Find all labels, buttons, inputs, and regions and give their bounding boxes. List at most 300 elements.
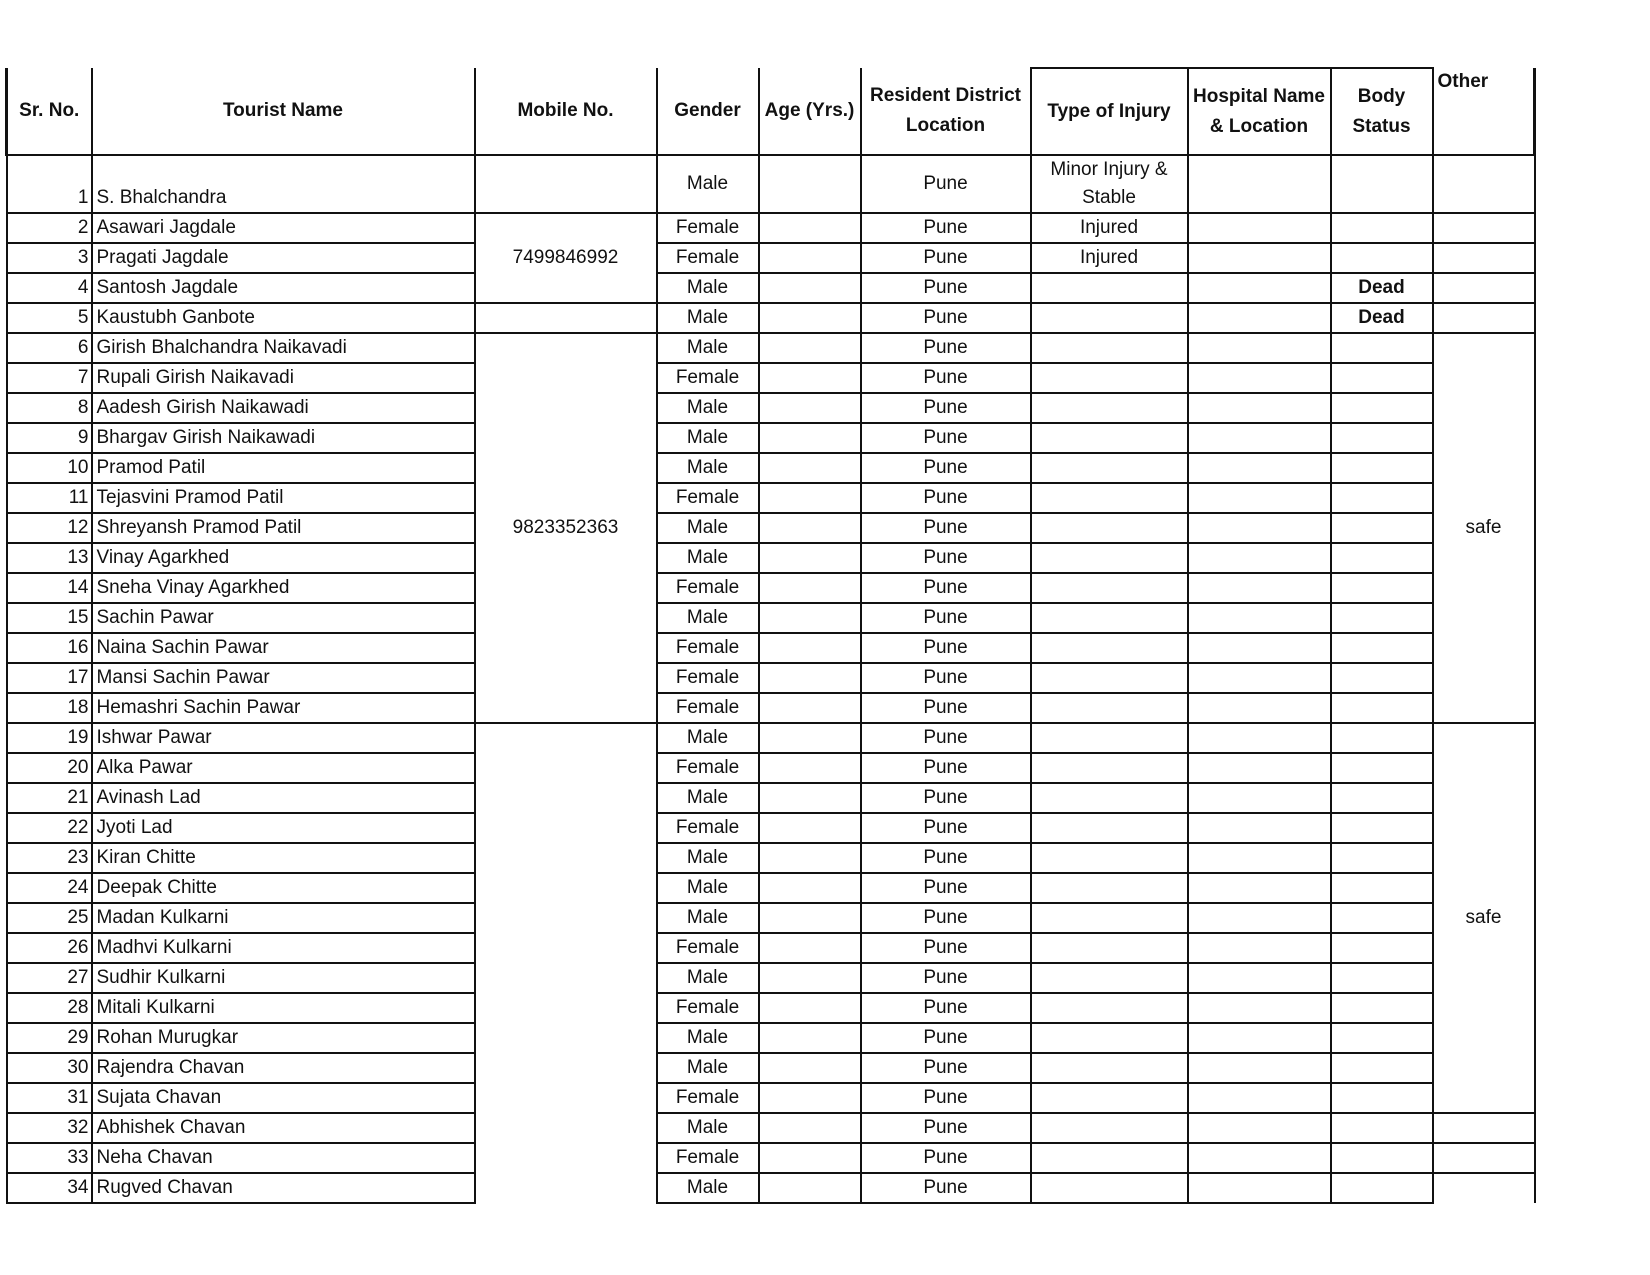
sr-no-cell: 21	[7, 783, 92, 813]
tourist-name-cell: Asawari Jagdale	[92, 213, 475, 243]
table-row	[7, 543, 1535, 573]
other-status-cell	[1433, 155, 1535, 213]
gender-cell: Male	[657, 903, 759, 933]
injury-cell	[1031, 843, 1188, 873]
body-status-cell	[1331, 1143, 1433, 1173]
body-status-cell	[1331, 843, 1433, 873]
body-status-cell	[1331, 663, 1433, 693]
injury-cell: Injured	[1031, 243, 1188, 273]
body-status-cell	[1331, 333, 1433, 363]
tourist-name-cell: Rajendra Chavan	[92, 1053, 475, 1083]
tourist-name-cell: S. Bhalchandra	[92, 155, 475, 213]
sr-no-cell: 5	[7, 303, 92, 333]
body-status-cell: Dead	[1331, 273, 1433, 303]
table-row	[7, 1113, 1535, 1143]
body-status-cell	[1331, 393, 1433, 423]
sr-no-cell: 11	[7, 483, 92, 513]
body-status-cell	[1331, 813, 1433, 843]
gender-cell: Female	[657, 1143, 759, 1173]
hospital-cell	[1188, 1113, 1331, 1143]
sr-no-cell: 33	[7, 1143, 92, 1173]
age-cell	[759, 363, 861, 393]
hospital-cell	[1188, 303, 1331, 333]
header-sr-no: Sr. No.	[7, 68, 92, 155]
table-row	[7, 783, 1535, 813]
district-cell: Pune	[861, 813, 1031, 843]
injury-cell	[1031, 1143, 1188, 1173]
age-cell	[759, 483, 861, 513]
table-row	[7, 813, 1535, 843]
district-cell: Pune	[861, 453, 1031, 483]
injury-cell	[1031, 1083, 1188, 1113]
body-status-cell	[1331, 963, 1433, 993]
gender-cell: Male	[657, 453, 759, 483]
gender-cell: Male	[657, 783, 759, 813]
body-status-cell	[1331, 693, 1433, 723]
body-status-cell	[1331, 993, 1433, 1023]
gender-cell: Male	[657, 155, 759, 213]
hospital-cell	[1188, 813, 1331, 843]
injury-cell	[1031, 873, 1188, 903]
hospital-cell	[1188, 363, 1331, 393]
tourist-name-cell: Deepak Chitte	[92, 873, 475, 903]
age-cell	[759, 933, 861, 963]
hospital-cell	[1188, 333, 1331, 363]
other-status-cell	[1433, 303, 1535, 333]
table-row	[7, 393, 1535, 423]
sr-no-cell: 7	[7, 363, 92, 393]
district-cell: Pune	[861, 633, 1031, 663]
district-cell: Pune	[861, 1143, 1031, 1173]
other-status-cell	[1433, 273, 1535, 303]
injury-cell	[1031, 783, 1188, 813]
sr-no-cell: 31	[7, 1083, 92, 1113]
age-cell	[759, 573, 861, 603]
header-other: Other	[1433, 68, 1535, 155]
table-row	[7, 1173, 1535, 1203]
gender-cell: Male	[657, 723, 759, 753]
injury-cell	[1031, 813, 1188, 843]
hospital-cell	[1188, 453, 1331, 483]
table-row	[7, 573, 1535, 603]
other-status-cell	[1433, 1173, 1535, 1203]
age-cell	[759, 663, 861, 693]
hospital-cell	[1188, 723, 1331, 753]
body-status-cell	[1331, 903, 1433, 933]
age-cell	[759, 423, 861, 453]
injury-cell	[1031, 693, 1188, 723]
table-row	[7, 633, 1535, 663]
district-cell: Pune	[861, 303, 1031, 333]
table-row	[7, 663, 1535, 693]
injury-cell: Injured	[1031, 213, 1188, 243]
hospital-cell	[1188, 1173, 1331, 1203]
header-type-of-injury: Type of Injury	[1031, 68, 1188, 155]
injury-cell	[1031, 333, 1188, 363]
tourist-name-cell: Ishwar Pawar	[92, 723, 475, 753]
district-cell: Pune	[861, 783, 1031, 813]
table-row	[7, 1023, 1535, 1053]
body-status-cell	[1331, 155, 1433, 213]
injury-cell	[1031, 963, 1188, 993]
injury-cell	[1031, 363, 1188, 393]
district-cell: Pune	[861, 155, 1031, 213]
age-cell	[759, 453, 861, 483]
tourist-name-cell: Sachin Pawar	[92, 603, 475, 633]
table-row	[7, 423, 1535, 453]
header-mobile-no: Mobile No.	[475, 68, 657, 155]
injury-cell	[1031, 543, 1188, 573]
hospital-cell	[1188, 573, 1331, 603]
injury-cell	[1031, 513, 1188, 543]
tourist-name-cell: Santosh Jagdale	[92, 273, 475, 303]
tourist-name-cell: Bhargav Girish Naikawadi	[92, 423, 475, 453]
gender-cell: Male	[657, 303, 759, 333]
sr-no-cell: 17	[7, 663, 92, 693]
body-status-cell	[1331, 483, 1433, 513]
injury-cell	[1031, 423, 1188, 453]
table-row	[7, 273, 1535, 303]
district-cell: Pune	[861, 903, 1031, 933]
mobile-no-cell	[475, 723, 657, 1203]
header-tourist-name: Tourist Name	[92, 68, 475, 155]
sr-no-cell: 4	[7, 273, 92, 303]
tourist-name-cell: Mitali Kulkarni	[92, 993, 475, 1023]
mobile-no-cell	[475, 155, 657, 213]
header-row	[7, 68, 1535, 155]
hospital-cell	[1188, 933, 1331, 963]
gender-cell: Male	[657, 273, 759, 303]
tourist-name-cell: Avinash Lad	[92, 783, 475, 813]
tourist-name-cell: Jyoti Lad	[92, 813, 475, 843]
age-cell	[759, 843, 861, 873]
tourist-name-cell: Abhishek Chavan	[92, 1113, 475, 1143]
gender-cell: Male	[657, 963, 759, 993]
age-cell	[759, 603, 861, 633]
sr-no-cell: 24	[7, 873, 92, 903]
injury-cell	[1031, 303, 1188, 333]
hospital-cell	[1188, 1023, 1331, 1053]
age-cell	[759, 993, 861, 1023]
tourist-status-sheet	[5, 67, 1536, 1204]
hospital-cell	[1188, 753, 1331, 783]
sr-no-cell: 28	[7, 993, 92, 1023]
sr-no-cell: 10	[7, 453, 92, 483]
tourist-name-cell: Mansi Sachin Pawar	[92, 663, 475, 693]
body-status-cell	[1331, 1173, 1433, 1203]
injury-cell	[1031, 633, 1188, 663]
injury-cell	[1031, 753, 1188, 783]
hospital-cell	[1188, 1143, 1331, 1173]
header-gender: Gender	[657, 68, 759, 155]
gender-cell: Male	[657, 843, 759, 873]
tourist-table	[5, 67, 1536, 1204]
age-cell	[759, 963, 861, 993]
injury-cell: Minor Injury & Stable	[1031, 155, 1188, 213]
district-cell: Pune	[861, 393, 1031, 423]
table-row	[7, 843, 1535, 873]
district-cell: Pune	[861, 753, 1031, 783]
table-row	[7, 603, 1535, 633]
sr-no-cell: 1	[7, 155, 92, 213]
sr-no-cell: 9	[7, 423, 92, 453]
district-cell: Pune	[861, 243, 1031, 273]
injury-cell	[1031, 483, 1188, 513]
body-status-cell	[1331, 363, 1433, 393]
table-row	[7, 903, 1535, 933]
age-cell	[759, 393, 861, 423]
gender-cell: Female	[657, 633, 759, 663]
age-cell	[759, 1173, 861, 1203]
age-cell	[759, 633, 861, 663]
mobile-no-cell	[475, 303, 657, 333]
age-cell	[759, 783, 861, 813]
header-hospital: Hospital Name & Location	[1188, 68, 1331, 155]
gender-cell: Male	[657, 423, 759, 453]
tourist-name-cell: Neha Chavan	[92, 1143, 475, 1173]
sr-no-cell: 27	[7, 963, 92, 993]
district-cell: Pune	[861, 423, 1031, 453]
gender-cell: Female	[657, 363, 759, 393]
gender-cell: Female	[657, 813, 759, 843]
table-row	[7, 873, 1535, 903]
gender-cell: Male	[657, 1023, 759, 1053]
district-cell: Pune	[861, 723, 1031, 753]
body-status-cell	[1331, 213, 1433, 243]
sr-no-cell: 26	[7, 933, 92, 963]
body-status-cell	[1331, 873, 1433, 903]
body-status-cell	[1331, 513, 1433, 543]
gender-cell: Male	[657, 1173, 759, 1203]
body-status-cell	[1331, 633, 1433, 663]
body-status-cell: Dead	[1331, 303, 1433, 333]
injury-cell	[1031, 1053, 1188, 1083]
injury-cell	[1031, 903, 1188, 933]
age-cell	[759, 273, 861, 303]
injury-cell	[1031, 1173, 1188, 1203]
table-row	[7, 453, 1535, 483]
sr-no-cell: 14	[7, 573, 92, 603]
tourist-name-cell: Naina Sachin Pawar	[92, 633, 475, 663]
gender-cell: Male	[657, 603, 759, 633]
district-cell: Pune	[861, 1023, 1031, 1053]
injury-cell	[1031, 603, 1188, 633]
sr-no-cell: 23	[7, 843, 92, 873]
table-row	[7, 513, 1535, 543]
gender-cell: Female	[657, 693, 759, 723]
district-cell: Pune	[861, 1173, 1031, 1203]
tourist-name-cell: Rupali Girish Naikavadi	[92, 363, 475, 393]
tourist-name-cell: Vinay Agarkhed	[92, 543, 475, 573]
body-status-cell	[1331, 1113, 1433, 1143]
hospital-cell	[1188, 873, 1331, 903]
sr-no-cell: 2	[7, 213, 92, 243]
hospital-cell	[1188, 1083, 1331, 1113]
sr-no-cell: 13	[7, 543, 92, 573]
hospital-cell	[1188, 1053, 1331, 1083]
sr-no-cell: 18	[7, 693, 92, 723]
mobile-no-cell: 7499846992	[475, 213, 657, 303]
gender-cell: Female	[657, 933, 759, 963]
hospital-cell	[1188, 783, 1331, 813]
table-row	[7, 1143, 1535, 1173]
sr-no-cell: 12	[7, 513, 92, 543]
table-row	[7, 933, 1535, 963]
body-status-cell	[1331, 753, 1433, 783]
district-cell: Pune	[861, 1053, 1031, 1083]
hospital-cell	[1188, 963, 1331, 993]
other-status-cell	[1433, 213, 1535, 243]
sr-no-cell: 34	[7, 1173, 92, 1203]
table-row	[7, 483, 1535, 513]
hospital-cell	[1188, 483, 1331, 513]
age-cell	[759, 873, 861, 903]
district-cell: Pune	[861, 693, 1031, 723]
gender-cell: Male	[657, 393, 759, 423]
header-body-status: Body Status	[1331, 68, 1433, 155]
tourist-name-cell: Kaustubh Ganbote	[92, 303, 475, 333]
table-row	[7, 243, 1535, 273]
injury-cell	[1031, 273, 1188, 303]
injury-cell	[1031, 573, 1188, 603]
injury-cell	[1031, 1023, 1188, 1053]
tourist-name-cell: Pragati Jagdale	[92, 243, 475, 273]
hospital-cell	[1188, 213, 1331, 243]
gender-cell: Female	[657, 213, 759, 243]
gender-cell: Female	[657, 483, 759, 513]
sr-no-cell: 30	[7, 1053, 92, 1083]
age-cell	[759, 723, 861, 753]
age-cell	[759, 303, 861, 333]
sr-no-cell: 25	[7, 903, 92, 933]
district-cell: Pune	[861, 1113, 1031, 1143]
tourist-name-cell: Shreyansh Pramod Patil	[92, 513, 475, 543]
other-status-cell	[1433, 1113, 1535, 1143]
sr-no-cell: 15	[7, 603, 92, 633]
hospital-cell	[1188, 393, 1331, 423]
tourist-name-cell: Madan Kulkarni	[92, 903, 475, 933]
sr-no-cell: 3	[7, 243, 92, 273]
district-cell: Pune	[861, 333, 1031, 363]
tourist-name-cell: Alka Pawar	[92, 753, 475, 783]
gender-cell: Male	[657, 513, 759, 543]
gender-cell: Male	[657, 873, 759, 903]
other-status-cell	[1433, 1143, 1535, 1173]
hospital-cell	[1188, 543, 1331, 573]
table-row	[7, 333, 1535, 363]
body-status-cell	[1331, 1053, 1433, 1083]
injury-cell	[1031, 723, 1188, 753]
age-cell	[759, 1143, 861, 1173]
table-row	[7, 213, 1535, 243]
body-status-cell	[1331, 1023, 1433, 1053]
gender-cell: Male	[657, 1113, 759, 1143]
sr-no-cell: 32	[7, 1113, 92, 1143]
sr-no-cell: 8	[7, 393, 92, 423]
table-row	[7, 723, 1535, 753]
district-cell: Pune	[861, 843, 1031, 873]
hospital-cell	[1188, 603, 1331, 633]
age-cell	[759, 693, 861, 723]
header-age: Age (Yrs.)	[759, 68, 861, 155]
age-cell	[759, 1083, 861, 1113]
hospital-cell	[1188, 663, 1331, 693]
injury-cell	[1031, 393, 1188, 423]
injury-cell	[1031, 993, 1188, 1023]
age-cell	[759, 333, 861, 363]
tourist-name-cell: Rohan Murugkar	[92, 1023, 475, 1053]
gender-cell: Female	[657, 1083, 759, 1113]
hospital-cell	[1188, 843, 1331, 873]
district-cell: Pune	[861, 663, 1031, 693]
tourist-name-cell: Aadesh Girish Naikawadi	[92, 393, 475, 423]
district-cell: Pune	[861, 363, 1031, 393]
table-row	[7, 993, 1535, 1023]
table-row	[7, 1083, 1535, 1113]
other-status-cell	[1433, 243, 1535, 273]
body-status-cell	[1331, 723, 1433, 753]
age-cell	[759, 243, 861, 273]
body-status-cell	[1331, 453, 1433, 483]
tourist-name-cell: Hemashri Sachin Pawar	[92, 693, 475, 723]
header-resident-district: Resident District Location	[861, 68, 1031, 155]
table-row	[7, 303, 1535, 333]
table-row	[7, 155, 1535, 213]
other-status-cell: safe	[1433, 723, 1535, 1113]
tourist-name-cell: Sudhir Kulkarni	[92, 963, 475, 993]
tourist-name-cell: Pramod Patil	[92, 453, 475, 483]
age-cell	[759, 1113, 861, 1143]
table-row	[7, 753, 1535, 783]
mobile-no-cell: 9823352363	[475, 333, 657, 723]
sr-no-cell: 19	[7, 723, 92, 753]
district-cell: Pune	[861, 513, 1031, 543]
injury-cell	[1031, 663, 1188, 693]
other-status-cell: safe	[1433, 333, 1535, 723]
age-cell	[759, 1023, 861, 1053]
tourist-name-cell: Tejasvini Pramod Patil	[92, 483, 475, 513]
sr-no-cell: 22	[7, 813, 92, 843]
injury-cell	[1031, 453, 1188, 483]
age-cell	[759, 513, 861, 543]
body-status-cell	[1331, 573, 1433, 603]
tourist-name-cell: Kiran Chitte	[92, 843, 475, 873]
age-cell	[759, 155, 861, 213]
gender-cell: Female	[657, 993, 759, 1023]
sr-no-cell: 29	[7, 1023, 92, 1053]
tourist-name-cell: Girish Bhalchandra Naikavadi	[92, 333, 475, 363]
tourist-name-cell: Madhvi Kulkarni	[92, 933, 475, 963]
body-status-cell	[1331, 543, 1433, 573]
hospital-cell	[1188, 993, 1331, 1023]
table-row	[7, 693, 1535, 723]
gender-cell: Female	[657, 573, 759, 603]
injury-cell	[1031, 933, 1188, 963]
district-cell: Pune	[861, 1083, 1031, 1113]
tourist-name-cell: Sujata Chavan	[92, 1083, 475, 1113]
body-status-cell	[1331, 243, 1433, 273]
district-cell: Pune	[861, 573, 1031, 603]
body-status-cell	[1331, 423, 1433, 453]
body-status-cell	[1331, 1083, 1433, 1113]
age-cell	[759, 753, 861, 783]
hospital-cell	[1188, 155, 1331, 213]
body-status-cell	[1331, 603, 1433, 633]
gender-cell: Female	[657, 753, 759, 783]
hospital-cell	[1188, 903, 1331, 933]
district-cell: Pune	[861, 273, 1031, 303]
table-row	[7, 363, 1535, 393]
